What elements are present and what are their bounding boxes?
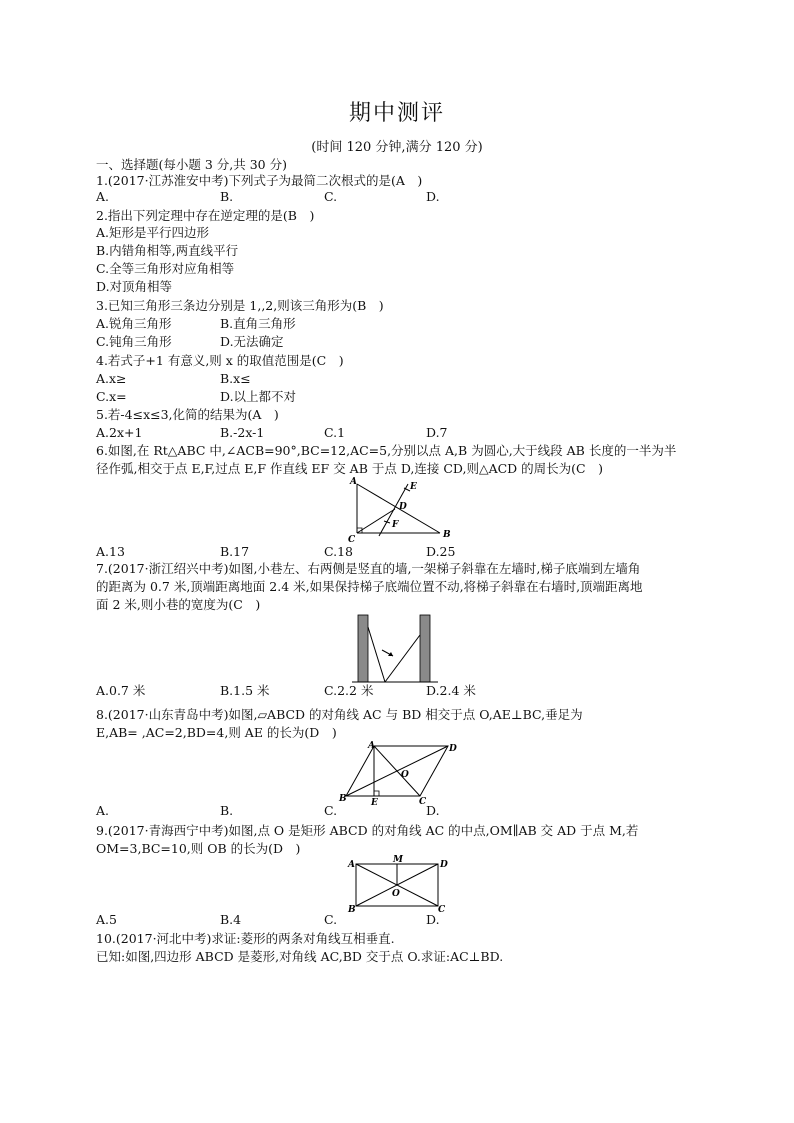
question-8-stem-line1: 8.(2017·山东青岛中考)如图,▱ABCD 的对角线 AC 与 BD 相交于点 O,AE⊥BC,垂足为 (96, 707, 583, 722)
option-c: C.x= (96, 389, 127, 404)
option-b: B.-2x-1 (220, 425, 265, 440)
question-2-option-d: D.对顶角相等 (96, 279, 173, 294)
option-a: A. (96, 803, 110, 818)
label-d: D (399, 502, 407, 512)
label-b: B (339, 794, 347, 804)
label-e: E (410, 482, 417, 492)
option-a: A.0.7 米 (96, 683, 146, 698)
option-b: B.4 (220, 912, 242, 927)
q9-rectangle-figure (344, 856, 454, 914)
question-7-stem-line1: 7.(2017·浙江绍兴中考)如图,小巷左、右两侧是竖直的墙,一架梯子斜靠在左墙时,梯子底端到左墙角 (96, 561, 641, 576)
label-c: C (419, 797, 427, 807)
option-d: D.以上都不对 (220, 389, 297, 404)
option-c: C. (324, 912, 338, 927)
question-10-given: 已知:如图,四边形 ABCD 是菱形,对角线 AC,BD 交于点 O.求证:AC⊥BD. (96, 949, 504, 964)
option-d: D.25 (426, 544, 456, 559)
option-c: C. (324, 189, 338, 204)
label-o: O (401, 770, 409, 780)
question-2-option-a: A.矩形是平行四边形 (96, 225, 210, 240)
option-d: D.7 (426, 425, 448, 440)
page-subtitle: (时间 120 分钟,满分 120 分) (311, 140, 483, 155)
option-c: C.2.2 米 (324, 683, 374, 698)
option-c: C. (324, 803, 338, 818)
label-a: A (348, 860, 355, 870)
option-a: A.5 (96, 912, 117, 927)
question-9-stem-line1: 9.(2017·青海西宁中考)如图,点 O 是矩形 ABCD 的对角线 AC 的中点,OM∥AB 交 AD 于点 M,若 (96, 823, 639, 838)
question-6-stem-line2: 径作弧,相交于点 E,F,过点 E,F 作直线 EF 交 AB 于点 D,连接 CD,则△ACD 的周长为(C ) (96, 461, 603, 476)
question-4-stem: 4.若式子+1 有意义,则 x 的取值范围是(C ) (96, 353, 344, 368)
question-1-stem: 1.(2017·江苏淮安中考)下列式子为最简二次根式的是(A ) (96, 173, 423, 188)
q6-triangle-figure (340, 476, 460, 546)
option-b: B.1.5 米 (220, 683, 270, 698)
option-c: C.18 (324, 544, 353, 559)
question-3-stem: 3.已知三角形三条边分别是 1,,2,则该三角形为(B ) (96, 298, 384, 313)
question-7-stem-line2: 的距离为 0.7 米,顶端距离地面 2.4 米,如果保持梯子底端位置不动,将梯子斜靠在右墙时,顶端距离地 (96, 579, 643, 594)
question-7-stem-line3: 面 2 米,则小巷的宽度为(C ) (96, 597, 261, 612)
option-a: A.13 (96, 544, 125, 559)
option-b: B.直角三角形 (220, 316, 296, 331)
q7-alley-ladder-figure (352, 613, 442, 683)
label-d: D (449, 744, 457, 754)
question-2-stem: 2.指出下列定理中存在逆定理的是(B ) (96, 208, 315, 223)
label-m: M (393, 855, 403, 865)
option-c: C.钝角三角形 (96, 334, 172, 349)
option-a: A.2x+1 (96, 425, 143, 440)
option-b: B.x≤ (220, 371, 251, 386)
section-heading: 一、选择题(每小题 3 分,共 30 分) (96, 157, 287, 172)
option-b: B.17 (220, 544, 250, 559)
label-b: B (443, 530, 451, 540)
option-d: D. (426, 189, 440, 204)
label-c: C (438, 905, 446, 915)
option-a: A.x≥ (96, 371, 127, 386)
q8-parallelogram-figure (336, 740, 466, 806)
question-2-option-c: C.全等三角形对应角相等 (96, 261, 235, 276)
label-a: A (368, 741, 375, 751)
label-o: O (392, 889, 400, 899)
question-2-option-b: B.内错角相等,两直线平行 (96, 243, 239, 258)
option-d: D.2.4 米 (426, 683, 476, 698)
option-d: D.无法确定 (220, 334, 284, 349)
option-a: A. (96, 189, 110, 204)
label-b: B (348, 905, 356, 915)
question-5-stem: 5.若-4≤x≤3,化简的结果为(A ) (96, 407, 279, 422)
page-title: 期中测评 (348, 101, 445, 126)
option-d: D. (426, 912, 440, 927)
option-c: C.1 (324, 425, 346, 440)
question-9-stem-line2: OM=3,BC=10,则 OB 的长为(D ) (96, 841, 301, 856)
label-f: F (392, 520, 399, 530)
question-10-stem: 10.(2017·河北中考)求证:菱形的两条对角线互相垂直. (96, 931, 395, 946)
label-a: A (350, 477, 357, 487)
label-d: D (440, 860, 448, 870)
option-b: B. (220, 803, 234, 818)
label-c: C (348, 535, 356, 545)
option-d: D. (426, 803, 440, 818)
label-e: E (371, 798, 378, 808)
question-6-stem-line1: 6.如图,在 Rt△ABC 中,∠ACB=90°,BC=12,AC=5,分别以点 A,B 为圆心,大于线段 AB 长度的一半为半 (96, 443, 677, 458)
option-b: B. (220, 189, 234, 204)
option-a: A.锐角三角形 (96, 316, 172, 331)
question-8-stem-line2: E,AB= ,AC=2,BD=4,则 AE 的长为(D ) (96, 725, 337, 740)
